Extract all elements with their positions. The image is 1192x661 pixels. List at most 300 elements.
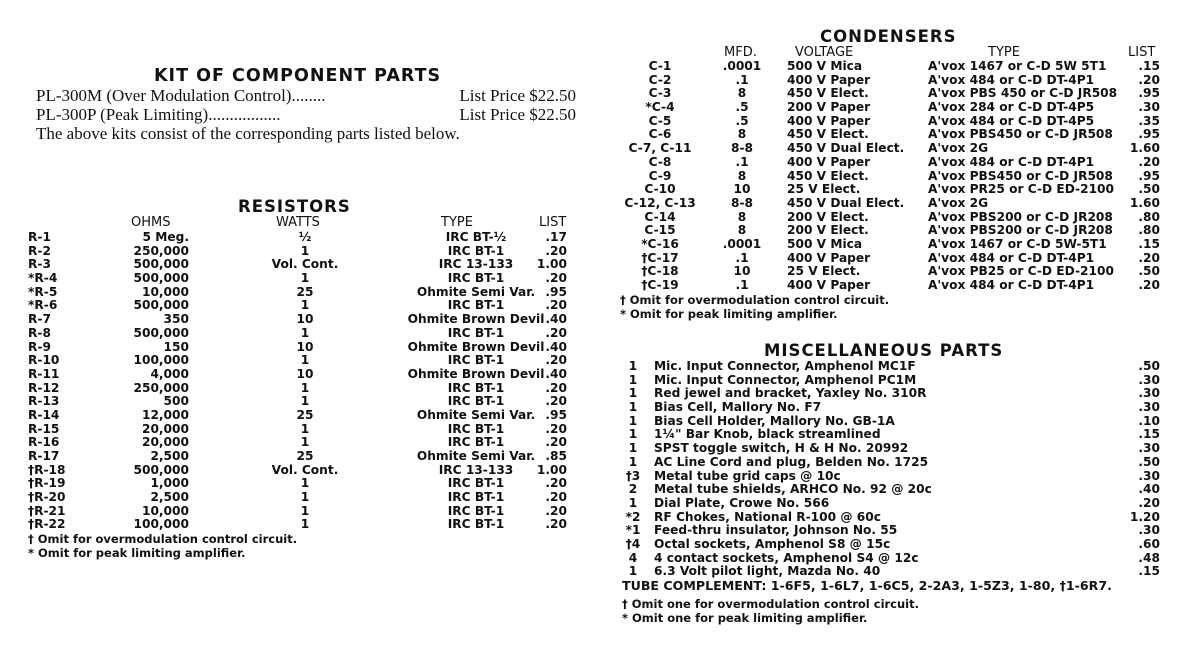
misc-row-list: .20 [1138,495,1160,510]
resistor-row-id: R-14 [28,407,60,422]
resistor-row-watts: 1 [300,490,310,505]
condenser-row [620,238,1165,252]
misc-row-list: .40 [1138,482,1160,497]
resistor-row-ohms: 5 Meg. [142,230,189,244]
condenser-row-list: .80 [1138,223,1160,238]
condenser-row [620,87,1165,101]
resistor-row [28,382,573,396]
kit-title: KIT OF COMPONENT PARTS [154,66,442,86]
misc-row [620,552,1165,566]
misc-row [620,415,1165,429]
resistor-row [28,231,573,245]
condenser-row-list: .95 [1138,168,1160,183]
misc-row-list: .30 [1138,441,1160,456]
misc-row-list: .30 [1138,386,1160,401]
resistor-row-ohms: 500,000 [133,257,189,272]
misc-row-list: .15 [1138,564,1160,579]
condenser-row-id: C-6 [648,127,672,142]
resistor-row-id: R-7 [28,312,51,327]
resistor-row [28,299,573,313]
condenser-row-type: A'vox 1467 or C-D 5W 5T1 [928,59,1107,73]
condenser-row [620,156,1165,170]
resistor-row-type: Ohmite Brown Devil [407,366,545,381]
resistor-row-type: IRC BT-1 [447,394,505,409]
misc-row-desc: Bias Cell Holder, Mallory No. GB-1A [654,413,895,428]
kit-line-1-right: List Price $22.50 [459,86,576,105]
resistor-row-list: .20 [545,380,567,395]
misc-row-desc: Bias Cell, Mallory No. F7 [654,400,822,415]
condenser-row-type: A'vox 2G [928,141,989,156]
resistor-row-ohms: 150 [163,339,189,354]
condenser-row-mfd: .1 [735,154,749,169]
resistor-row-id: †R-22 [28,517,66,532]
condenser-row-voltage: 400 V Paper [787,250,871,265]
resistor-row-ohms: 2,500 [150,490,189,505]
resistor-row-watts: 25 [296,449,314,463]
resistor-row-ohms: 2,500 [150,449,189,463]
misc-row [620,401,1165,415]
misc-row-desc: 1¼" Bar Knob, black streamlined [654,427,881,442]
resistor-row-list: .95 [545,407,567,422]
resistor-row [28,258,573,272]
resistor-row-watts: 1 [300,380,310,395]
misc-row-desc: 6.3 Volt pilot light, Mazda No. 40 [654,564,881,579]
misc-row [620,387,1165,401]
condenser-row-mfd: .5 [735,113,749,128]
misc-row-qty: 1 [628,427,638,442]
condenser-row-voltage: 500 V Mica [787,59,863,73]
resistor-row-id: R-10 [28,353,60,368]
resistor-row-watts: 10 [296,312,314,327]
condenser-row-mfd: .5 [735,100,749,115]
resistors-header-type: TYPE [441,215,473,230]
resistor-row-id: R-16 [28,435,60,450]
condenser-row-list: .15 [1138,236,1160,251]
misc-row-qty: 1 [628,441,638,456]
condenser-row-id: †C-19 [641,278,679,292]
misc-row-qty: 2 [628,482,638,497]
resistor-row-list: .20 [545,325,567,340]
tube-complement: TUBE COMPLEMENT: 1-6F5, 1-6L7, 1-6C5, 2-2A3, 1-5Z3, 1-80, †1-6R7. [622,578,1112,593]
condenser-row-mfd: 10 [733,264,751,279]
condenser-row [620,211,1165,225]
condensers-header [620,46,1165,60]
condenser-row [620,252,1165,266]
resistor-row-type: Ohmite Semi Var. [416,449,536,463]
condenser-row-voltage: 200 V Elect. [787,209,869,224]
condenser-row [620,224,1165,238]
condenser-row-type: A'vox PBS200 or C-D JR208 [928,223,1113,238]
condenser-row-voltage: 400 V Paper [787,154,871,169]
resistor-row-list: .20 [545,435,567,450]
resistor-row-watts: 1 [300,271,310,286]
misc-row-qty: 1 [628,386,638,401]
condensers-header-type: TYPE [988,45,1020,60]
condenser-row-list: .50 [1138,264,1160,279]
condenser-row-voltage: 450 V Elect. [787,127,869,142]
resistor-row-list: .20 [545,353,567,368]
condenser-row-mfd: 8 [737,127,747,142]
condenser-row [620,170,1165,184]
resistor-row-ohms: 10,000 [141,503,189,518]
misc-row-list: 1.20 [1129,509,1160,524]
condenser-row-mfd: .0001 [722,236,762,251]
condenser-row [620,115,1165,129]
condenser-row-id: C-7, C-11 [628,141,692,156]
condenser-row-type: A'vox 284 or C-D DT-4P5 [928,100,1095,115]
resistor-row-watts: 1 [300,435,310,450]
condenser-row-id: *C-4 [645,100,675,115]
resistor-row-ohms: 4,000 [150,366,189,381]
condenser-row-voltage: 450 V Dual Elect. [787,195,905,210]
misc-row-list: .30 [1138,372,1160,387]
misc-row-desc: Mic. Input Connector, Amphenol PC1M [654,372,917,387]
misc-row-desc: RF Chokes, National R-100 @ 60c [654,509,881,524]
condensers-header-mfd: MFD. [724,45,757,60]
condenser-row-id: †C-18 [641,264,679,279]
resistor-row-watts: 10 [296,339,314,354]
resistor-row-id: R-12 [28,380,60,395]
resistors-header [28,216,573,230]
condenser-row-id: C-15 [644,223,676,238]
condenser-row-mfd: 8 [737,168,747,183]
misc-row-list: .60 [1138,536,1160,551]
resistor-row-type: IRC BT-1 [447,517,505,532]
resistor-row [28,518,573,532]
resistor-row [28,354,573,368]
condenser-row-id: *C-16 [641,236,679,251]
resistor-row-type: IRC 13-133 [438,257,514,272]
condenser-row-type: A'vox PBS200 or C-D JR208 [928,209,1113,224]
resistor-row [28,409,573,423]
condenser-row-voltage: 200 V Paper [787,100,871,115]
misc-row-desc: Mic. Input Connector, Amphenol MC1F [654,359,916,373]
condenser-row-id: C-3 [648,86,672,101]
condenser-row-mfd: 8-8 [730,195,754,210]
misc-row-desc: Metal tube grid caps @ 10c [654,468,841,483]
resistors-header-watts: WATTS [276,215,320,230]
condenser-row [620,142,1165,156]
resistor-row-watts: 1 [300,298,310,313]
resistor-row-id: R-3 [28,257,51,272]
resistor-row-watts: 1 [300,353,310,368]
resistor-row-id: R-11 [28,366,60,381]
condenser-row-list: .95 [1138,86,1160,101]
misc-row [620,360,1165,374]
resistor-row-list: .20 [545,271,567,286]
condenser-row-voltage: 25 V Elect. [787,182,861,197]
misc-note-dagger: † Omit one for overmodulation control circuit. [622,597,919,611]
resistor-row-list: .20 [545,421,567,436]
misc-row [620,428,1165,442]
resistor-row-list: .20 [545,476,567,491]
resistor-row [28,245,573,259]
misc-row-qty: 1 [628,359,638,373]
resistor-row-list: 1.00 [536,462,567,477]
resistor-row-watts: 1 [300,325,310,340]
condenser-row-list: .20 [1138,72,1160,87]
resistor-row-type: IRC BT-1 [447,271,505,286]
resistor-row [28,477,573,491]
resistor-row-watts: 10 [296,366,314,381]
resistor-row [28,327,573,341]
misc-row [620,470,1165,484]
resistor-row-type: IRC BT-1 [447,476,505,491]
resistor-row-list: .20 [545,243,567,258]
resistor-row [28,423,573,437]
resistors-title: RESISTORS [238,197,351,216]
resistor-row [28,505,573,519]
condenser-row-id: C-9 [648,168,672,183]
condensers-header-voltage: VOLTAGE [795,45,854,60]
resistor-row-watts: 1 [300,421,310,436]
resistor-row-list: .85 [545,449,567,463]
kit-line-3: The above kits consist of the corresponding parts listed below. [36,124,460,143]
resistor-row-watts: 1 [300,517,310,532]
resistor-row-ohms: 500,000 [133,271,189,286]
condenser-row-mfd: .0001 [722,59,762,73]
condenser-row-list: .30 [1138,100,1160,115]
misc-row-qty: *1 [625,523,641,538]
resistor-row-list: .20 [545,298,567,313]
condenser-row-mfd: 10 [733,182,751,197]
resistor-row-id: R-17 [28,449,60,463]
resistors-note-star: * Omit for peak limiting amplifier. [28,546,246,560]
kit-line-2-left: PL-300P (Peak Limiting)................. [36,105,281,124]
misc-row-list: .48 [1138,550,1160,565]
condenser-row-voltage: 400 V Paper [787,72,871,87]
resistor-row-list: 1.00 [536,257,567,272]
condenser-row-id: C-14 [644,209,676,224]
resistors-header-list: LIST [539,215,567,230]
resistor-row-id: *R-5 [28,284,58,299]
condenser-row-voltage: 450 V Elect. [787,86,869,101]
condenser-row-list: .20 [1138,250,1160,265]
resistor-row-ohms: 100,000 [133,517,189,532]
misc-row-qty: *2 [625,509,641,524]
condenser-row-type: A'vox 484 or C-D DT-4P1 [928,250,1095,265]
condensers-header-list: LIST [1128,45,1156,60]
resistor-row-type: Ohmite Brown Devil [407,312,545,327]
condenser-row-id: C-12, C-13 [624,195,696,210]
condenser-row-voltage: 450 V Dual Elect. [787,141,905,156]
condenser-row-id: C-5 [648,113,672,128]
misc-row-desc: SPST toggle switch, H & H No. 20992 [654,441,909,456]
condensers-note-dagger: † Omit for overmodulation control circuit. [620,293,890,307]
resistor-row-id: †R-19 [28,476,66,491]
misc-row-list: .30 [1138,523,1160,538]
resistor-row-ohms: 250,000 [133,243,189,258]
resistor-row-list: .20 [545,394,567,409]
condensers-table [620,60,1165,293]
condenser-row [620,74,1165,88]
resistor-row-ohms: 100,000 [133,353,189,368]
resistor-row-list: .20 [545,517,567,532]
condenser-row-type: A'vox PBS450 or C-D JR508 [928,127,1113,142]
misc-row-list: .30 [1138,468,1160,483]
condenser-row [620,60,1165,74]
condenser-row-voltage: 400 V Paper [787,278,871,292]
resistor-row [28,341,573,355]
resistor-row-id: R-2 [28,243,51,258]
condenser-row-type: A'vox PB25 or C-D ED-2100 [928,264,1114,279]
condenser-row-id: C-1 [648,59,672,73]
resistor-row-list: .95 [545,284,567,299]
misc-row-desc: Feed-thru insulator, Johnson No. 55 [654,523,898,538]
resistor-row-type: IRC BT-1 [447,243,505,258]
resistor-row-ohms: 350 [163,312,189,327]
resistor-row [28,272,573,286]
resistor-row-watts: ½ [298,230,312,244]
resistor-row-watts: Vol. Cont. [271,257,339,272]
kit-line-2 [36,105,576,124]
misc-row-desc: Metal tube shields, ARHCO No. 92 @ 20c [654,482,932,497]
resistor-row-list: .40 [545,312,567,327]
condenser-row-list: .95 [1138,127,1160,142]
condenser-row-mfd: 8 [737,86,747,101]
misc-row-qty: 1 [628,495,638,510]
resistor-row [28,464,573,478]
resistor-row-type: IRC BT-1 [447,325,505,340]
misc-row-qty: 1 [628,400,638,415]
condenser-row-list: .35 [1138,113,1160,128]
resistor-row-watts: 25 [296,407,314,422]
condenser-row-type: A'vox PR25 or C-D ED-2100 [928,182,1115,197]
condenser-row-mfd: 8-8 [730,141,754,156]
misc-row [620,374,1165,388]
resistors-table [28,231,573,532]
resistor-row-type: IRC 13-133 [438,462,514,477]
condenser-row [620,265,1165,279]
misc-row [620,483,1165,497]
condenser-row-type: A'vox 2G [928,195,989,210]
condenser-row-voltage: 400 V Paper [787,113,871,128]
condenser-row-list: .15 [1138,59,1160,73]
resistor-row-ohms: 10,000 [141,284,189,299]
resistor-row-list: .20 [545,503,567,518]
resistor-row [28,491,573,505]
resistor-row-type: IRC BT-½ [445,230,507,244]
misc-row-desc: AC Line Cord and plug, Belden No. 1725 [654,454,929,469]
resistor-row-watts: 25 [296,284,314,299]
condenser-row-voltage: 25 V Elect. [787,264,861,279]
condenser-row-type: A'vox 484 or C-D DT-4P1 [928,72,1095,87]
resistor-row-type: IRC BT-1 [447,421,505,436]
resistor-row-ohms: 500,000 [133,325,189,340]
resistors-header-ohms: OHMS [131,215,171,230]
resistor-row-id: R-8 [28,325,51,340]
condenser-row-type: A'vox 484 or C-D DT-4P5 [928,113,1095,128]
misc-row-qty: †4 [625,536,641,551]
resistor-row-ohms: 500,000 [133,462,189,477]
misc-row-qty: 1 [628,413,638,428]
resistor-row-list: .40 [545,366,567,381]
condenser-row-id: C-10 [644,182,676,197]
resistor-row-type: Ohmite Semi Var. [416,407,536,422]
resistor-row-ohms: 250,000 [133,380,189,395]
resistor-row-type: IRC BT-1 [447,503,505,518]
kit-line-2-right: List Price $22.50 [459,105,576,124]
resistor-row-type: IRC BT-1 [447,380,505,395]
condenser-row-mfd: .1 [735,72,749,87]
condenser-row-mfd: 8 [737,209,747,224]
misc-row [620,497,1165,511]
resistor-row-id: R-15 [28,421,60,436]
condensers-title: CONDENSERS [820,27,957,46]
resistor-row-type: IRC BT-1 [447,435,505,450]
misc-row-desc: Dial Plate, Crowe No. 566 [654,495,830,510]
condenser-row-voltage: 500 V Mica [787,236,863,251]
condenser-row-type: A'vox PBS 450 or C-D JR508 [928,86,1118,101]
misc-row [620,442,1165,456]
resistor-row-type: Ohmite Brown Devil [407,339,545,354]
resistor-row-id: R-1 [28,230,51,244]
misc-row-list: .10 [1138,413,1160,428]
condenser-row-list: .50 [1138,182,1160,197]
resistor-row-id: †R-18 [28,462,66,477]
resistor-row-watts: 1 [300,243,310,258]
misc-row [620,565,1165,579]
resistor-row-id: R-13 [28,394,60,409]
resistor-row-type: IRC BT-1 [447,490,505,505]
resistor-row-id: †R-20 [28,490,66,505]
condenser-row-list: .20 [1138,154,1160,169]
condenser-row-type: A'vox 484 or C-D DT-4P1 [928,278,1095,292]
misc-row-list: .50 [1138,359,1160,373]
resistor-row-watts: 1 [300,503,310,518]
misc-row-qty: 1 [628,372,638,387]
condenser-row [620,128,1165,142]
resistor-row-list: .20 [545,490,567,505]
resistor-row-type: Ohmite Semi Var. [416,284,536,299]
misc-row [620,511,1165,525]
condenser-row-voltage: 450 V Elect. [787,168,869,183]
condenser-row [620,183,1165,197]
condenser-row-list: 1.60 [1129,141,1160,156]
condenser-row [620,101,1165,115]
resistor-row [28,395,573,409]
condenser-row-voltage: 200 V Elect. [787,223,869,238]
resistor-row [28,436,573,450]
resistor-row [28,313,573,327]
condenser-row-mfd: .1 [735,250,749,265]
resistor-row-list: .17 [545,230,567,244]
resistor-row [28,368,573,382]
misc-title: MISCELLANEOUS PARTS [764,341,1004,360]
resistor-row-ohms: 12,000 [141,407,189,422]
misc-row-qty: 4 [628,550,638,565]
resistor-row-ohms: 500,000 [133,298,189,313]
kit-line-1-left: PL-300M (Over Modulation Control)........ [36,86,326,105]
resistors-note-dagger: † Omit for overmodulation control circuit. [28,532,298,546]
condenser-row-list: .20 [1138,278,1160,292]
resistor-row-id: *R-4 [28,271,58,286]
resistor-row-watts: 1 [300,476,310,491]
resistor-row-id: *R-6 [28,298,58,313]
resistor-row-type: IRC BT-1 [447,298,505,313]
resistor-row-ohms: 500 [163,394,189,409]
condensers-note-star: * Omit for peak limiting amplifier. [620,307,838,321]
condenser-row-list: 1.60 [1129,195,1160,210]
condenser-row-type: A'vox 1467 or C-D 5W-5T1 [928,236,1107,251]
condenser-row-mfd: .1 [735,278,749,292]
condenser-row-list: .80 [1138,209,1160,224]
condenser-row-type: A'vox 484 or C-D DT-4P1 [928,154,1095,169]
misc-row-qty: 1 [628,454,638,469]
resistor-row-type: IRC BT-1 [447,353,505,368]
resistor-row-watts: Vol. Cont. [271,462,339,477]
misc-row-list: .15 [1138,427,1160,442]
